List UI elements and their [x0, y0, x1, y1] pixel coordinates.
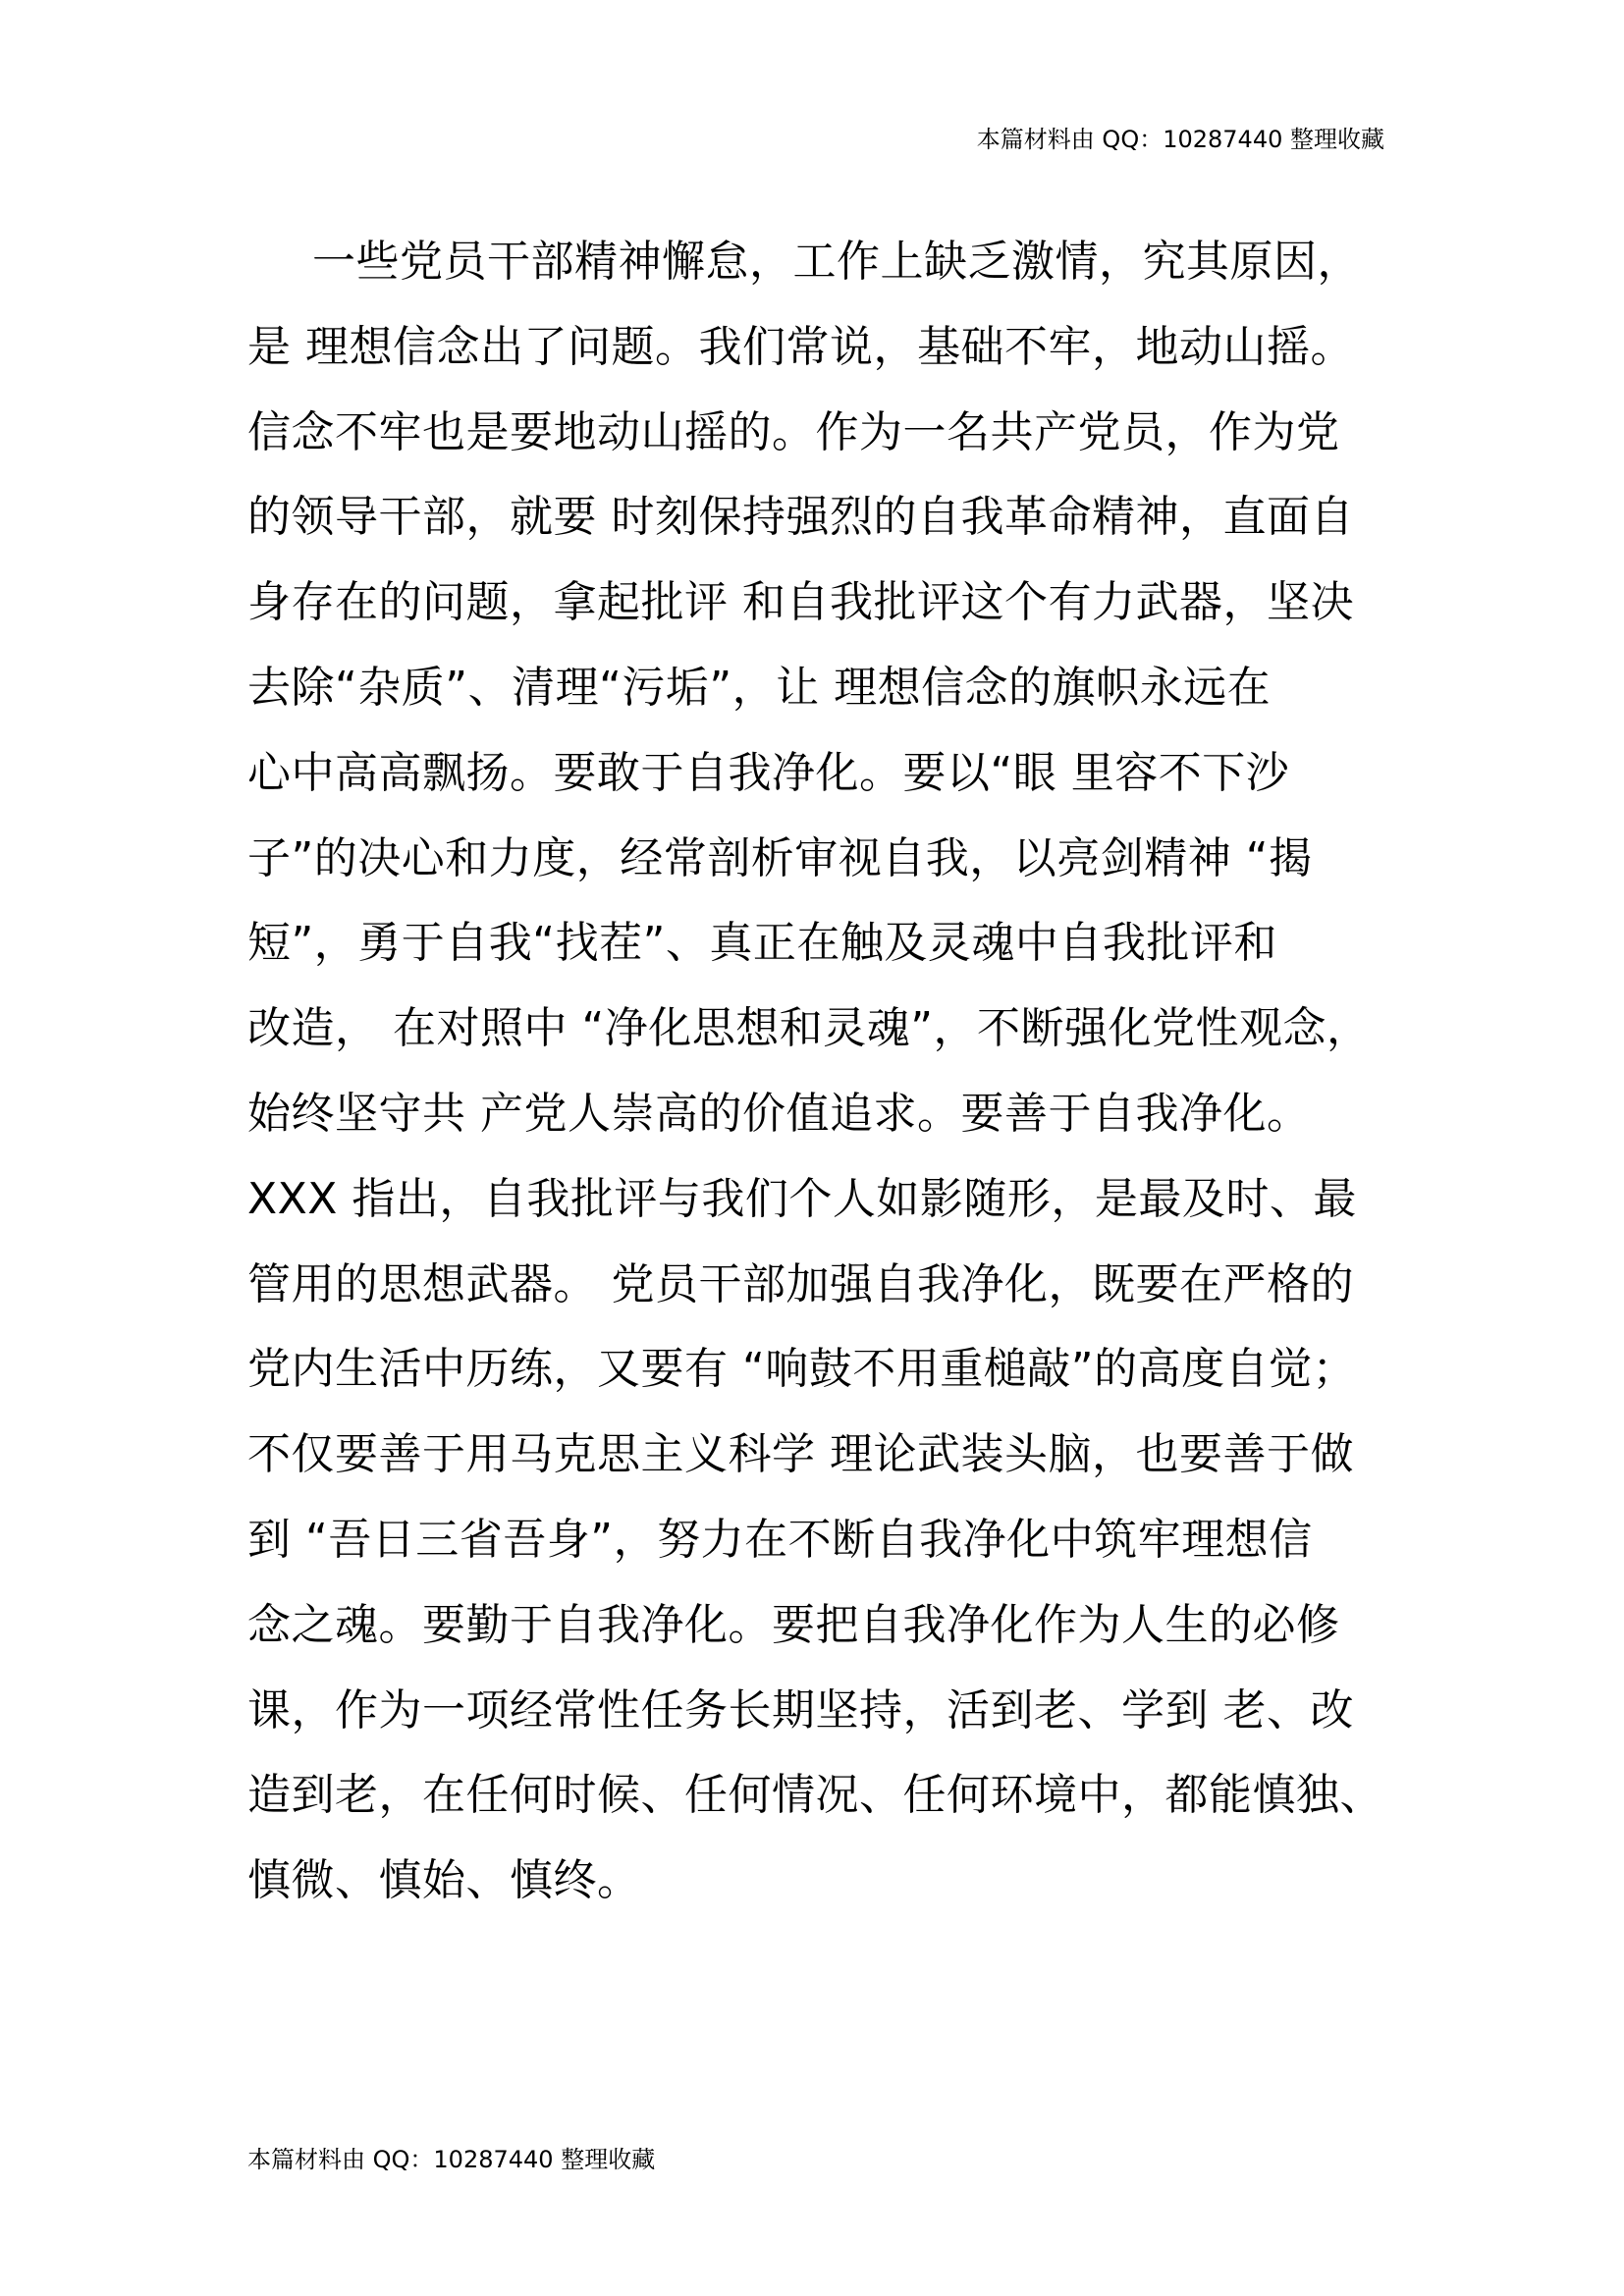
body-line: 管用的思想武器。 党员干部加强自我净化，既要在严格的 [247, 1258, 1354, 1309]
body-line: 是 理想信念出了问题。我们常说，基础不牢，地动山摇。 [247, 321, 1354, 372]
body-line: 改造， 在对照中 “净化思想和灵魂”，不断强化党性观念， [247, 1003, 1371, 1054]
body-line: 短”，勇于自我“找茬”、真正在触及灵魂中自我批评和 [247, 918, 1277, 969]
body-line: 不仅要善于用马克思主义科学 理论武装头脑，也要善于做 [247, 1429, 1354, 1480]
body-line: XXX 指出，自我批评与我们个人如影随形，是最及时、最 [247, 1173, 1357, 1224]
document-body [247, 232, 1386, 1936]
page-header-note: 本篇材料由 QQ：10287440 整理收藏 [976, 126, 1384, 153]
body-line: 慎微、慎始、慎终。 [247, 1855, 641, 1906]
body-line: 念之魂。要勤于自我净化。要把自我净化作为人生的必修 [247, 1599, 1340, 1650]
body-line: 党内生活中历练，又要有 “响鼓不用重槌敲”的高度自觉； [247, 1344, 1357, 1395]
body-line: 造到老，在任何时候、任何情况、任何环境中，都能慎独、 [247, 1770, 1383, 1821]
body-line: 去除“杂质”、清理“污垢”，让 理想信念的旗帜永远在 [247, 662, 1272, 713]
body-line: 课，作为一项经常性任务长期坚持，活到老、学到 老、改 [247, 1684, 1354, 1735]
body-line: 始终坚守共 产党人崇高的价值追求。要善于自我净化。 [247, 1088, 1311, 1139]
body-line: 的领导干部，就要 时刻保持强烈的自我革命精神，直面自 [247, 492, 1354, 543]
body-line: 子”的决心和力度，经常剖析审视自我，以亮剑精神 “揭 [247, 832, 1313, 883]
body-line: 到 “吾日三省吾身”，努力在不断自我净化中筑牢理想信 [247, 1514, 1313, 1565]
body-line: 一些党员干部精神懈怠，工作上缺乏激情，究其原因， [312, 237, 1361, 287]
body-line: 心中高高飘扬。要敢于自我净化。要以“眼 里容不下沙 [247, 747, 1290, 798]
body-line: 信念不牢也是要地动山摇的。作为一名共产党员，作为党 [247, 406, 1340, 457]
page-footer-note: 本篇材料由 QQ：10287440 整理收藏 [247, 2146, 656, 2173]
body-line: 身存在的问题，拿起批评 和自我批评这个有力武器，坚决 [247, 577, 1354, 628]
